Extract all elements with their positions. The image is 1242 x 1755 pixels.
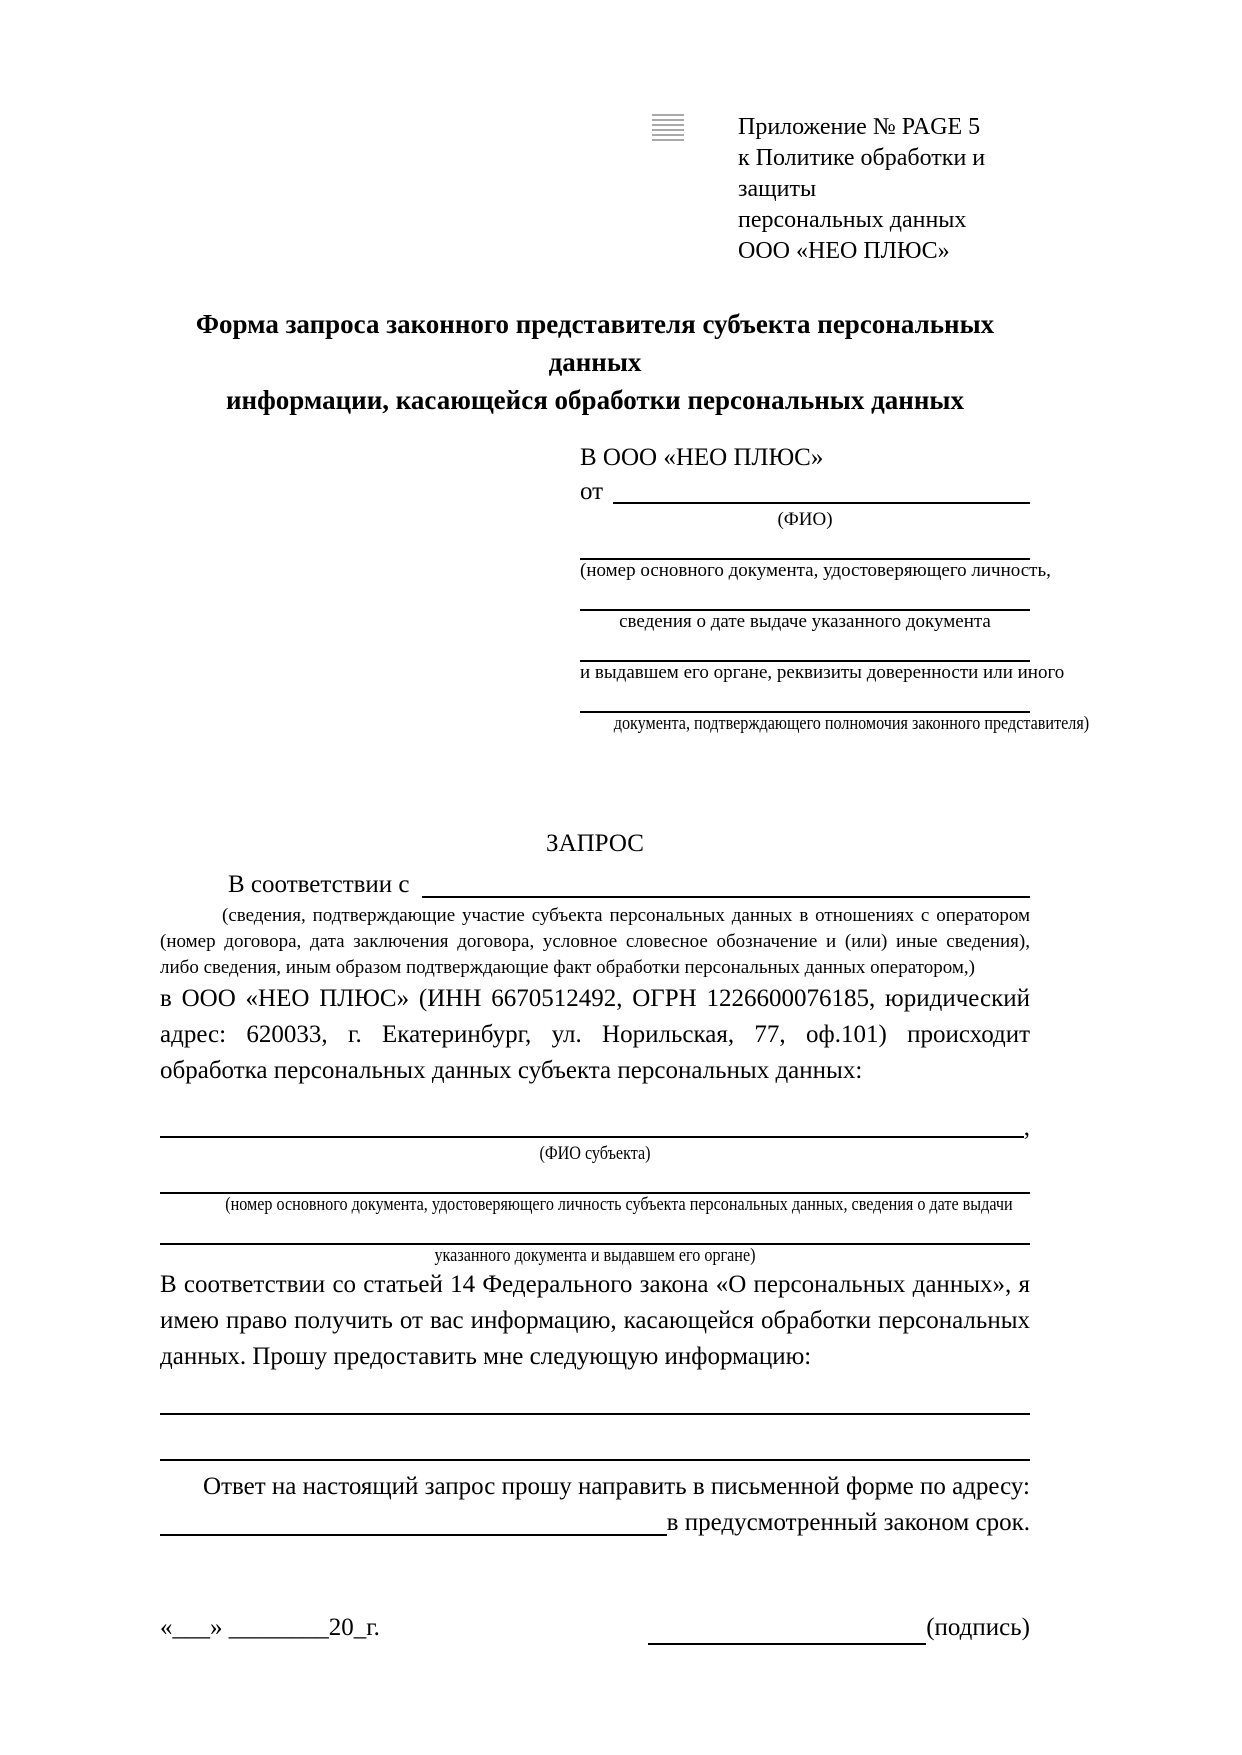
date-blank[interactable]: «___» ________20_г. (160, 1614, 380, 1641)
requested-info-field-1[interactable] (160, 1413, 1030, 1415)
representative-doc-group-1 (580, 558, 1051, 582)
footer-row (160, 1611, 1030, 1645)
subject-doc-group-2 (160, 1243, 1030, 1267)
document-title-line-1: Форма запроса законного представителя субъекта персональных данных (195, 309, 995, 377)
representative-doc-caption-2: сведения о дате выдаче указанного документа (619, 611, 991, 632)
appendix-header (738, 112, 1030, 267)
subject-fio-trailing-comma: , (1023, 1114, 1030, 1141)
fio-caption: (ФИО) (777, 509, 833, 530)
intro-label: В соответствии с (228, 871, 410, 898)
subject-doc-caption-2: указанного документа и выдавшем его органе) (434, 1245, 756, 1266)
appendix-header-line-2: к Политике обработки и защиты (738, 145, 986, 202)
addressee-block (580, 441, 1090, 735)
subject-fio-field[interactable] (160, 1135, 1024, 1138)
representative-doc-group-3 (580, 660, 1065, 684)
representative-doc-group-2 (580, 609, 1030, 633)
representative-doc-caption-3: и выдавшем его органе, реквизиты доверенности или иного (580, 662, 1065, 683)
embedded-object-icon (652, 114, 684, 144)
subject-fio-row (160, 1113, 1030, 1143)
reply-deadline-text: в предусмотренный законом срок. (666, 1509, 1030, 1536)
intro-row (160, 867, 1030, 903)
reply-address-field[interactable] (160, 1533, 667, 1536)
from-label: от (580, 478, 604, 505)
appendix-header-line-3: персональных данных (738, 207, 967, 233)
document-title (160, 305, 1030, 419)
appendix-header-line-4: ООО «НЕО ПЛЮС» (738, 238, 950, 264)
signature-field[interactable] (648, 1617, 926, 1645)
appendix-header-line-1: Приложение № PAGE 5 (738, 114, 981, 140)
document-title-line-2: информации, касающейся обработки персональных данных (226, 385, 964, 415)
subject-doc-caption-1: (номер основного документа, удостоверяющего личность субъекта персональных данных, сведения о дате выдачи (225, 1194, 1013, 1215)
from-row (580, 475, 1030, 509)
representative-doc-caption-4: документа, подтверждающего полномочия законного представителя) (613, 713, 1090, 734)
intro-footnote: (сведения, подтверждающие участие субъекта персональных данных в отношениях с оператором (номер договора, дата заключения договора, условное словесное обозначение и (или) иные сведения), либо сведения, иным образом подтверждающие факт обработки персональных данных оператором,) (160, 905, 1030, 978)
reply-address-row (160, 1505, 1030, 1541)
requested-info-field-2[interactable] (160, 1459, 1030, 1461)
signature-group (648, 1611, 1030, 1645)
law-paragraph: В соответствии со статьей 14 Федерального закона «О персональных данных», я имею право получить от вас информацию, касающейся обработки персональных данных. Прошу предоставить мне следующую информацию: (160, 1271, 1030, 1370)
subject-fio-caption: (ФИО субъекта) (539, 1143, 651, 1164)
request-heading: ЗАПРОС (546, 830, 644, 857)
addressee-to: В ООО «НЕО ПЛЮС» (580, 444, 824, 471)
representative-doc-group-4 (580, 711, 1090, 735)
reply-instruction: Ответ на настоящий запрос прошу направить в письменной форме по адресу: (203, 1473, 1030, 1500)
basis-field[interactable] (422, 895, 1030, 898)
representative-doc-caption-1: (номер основного документа, удостоверяющего личность, (580, 560, 1051, 581)
representative-fio-field[interactable] (613, 501, 1030, 504)
signature-caption: (подпись) (926, 1614, 1030, 1641)
subject-doc-group-1 (160, 1192, 1030, 1216)
operator-paragraph: в ООО «НЕО ПЛЮС» (ИНН 6670512492, ОГРН 1226600076185, юридический адрес: 620033, г. Екатеринбург, ул. Норильская, 77, оф.101) происходит обработка персональных данных субъекта персональных данных: (160, 985, 1030, 1084)
